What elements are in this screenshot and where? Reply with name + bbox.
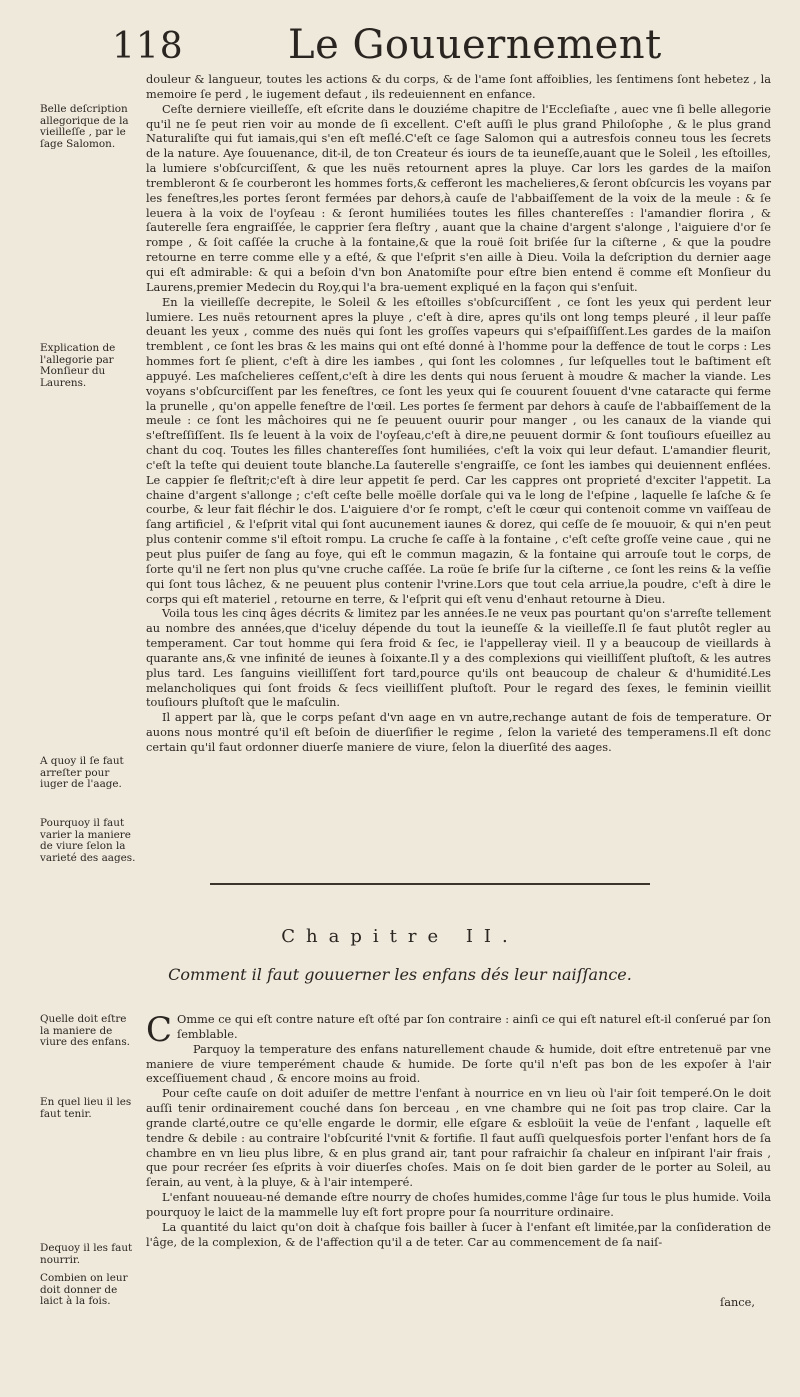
catchword: ſance, bbox=[720, 1295, 755, 1309]
paragraph bbox=[146, 1010, 771, 1050]
paragraph: Il appert par là, que le corps peſant d'vn aage en vn autre,rechange autant de fois de temperature. Or auons nous montré qu'il eſt beſoin de diuerſifier le regime , ſelon la varieté des temperamens.Il eſt donc certain qu'il faut ordonner diuerſe maniere de viure, ſelon la diuerſité des aages. bbox=[146, 710, 771, 754]
margin-note: Belle deſcription allegorique de la vieilleſſe , par le ſage Salomon. bbox=[40, 103, 129, 150]
paragraph: Voila tous les cinq âges décrits & limitez par les années.Ie ne veux pas pourtant qu'on s'arreſte tellement au nombre des années,que d'iceluy dépende du tout la ieuneſſe & la vieilleſſe.Il ſe faut plutôt regler au temperament. Car tout homme qui ſera froid & ſec, ie l'appelleray vieil. Il y a beaucoup de vieillards à quarante ans,& vne infinité de ieunes à ſoixante.Il y a des complexions qui vieilliſſent pluſtoſt, & les autres plus tard. Les ſanguins vieilliſſent fort tard,pource qu'ils ont beaucoup de chaleur & d'humidité.Les melancholiques qui ſont froids & ſecs vieilliſſent pluſtoſt. Pour le regard des ſexes, le feminin vieillit touſiours pluſtoſt que le maſculin. bbox=[146, 606, 771, 710]
body-text-section-2 bbox=[146, 1012, 771, 1250]
margin-note: Pourquoy il faut varier la maniere de viure ſelon la varieté des aages. bbox=[40, 817, 136, 864]
paragraph: douleur & langueur, toutes les actions & du corps, & de l'ame ſont affoiblies, les ſentimens ſont hebetez , la memoire ſe perd , le iugement defaut , ils redeuiennent en enfance. bbox=[146, 72, 771, 101]
chapter-heading: Chapitre II. bbox=[281, 926, 519, 947]
paragraph: En la vieilleſſe decrepite, le Soleil & les eſtoilles s'obſcurciſſent , ce ſont les yeux qui perdent leur lumiere. Les nuës retournent apres la pluye , c'eſt à dire, apres qu'ils ont long temps pleuré , il leur paſſe deuant les yeux , comme des nuës qui ſont les groſſes vapeurs qui s'eſpaiſſiſſent.Les gardes de la maiſon tremblent , ce ſont les bras & les mains qui ont eſté donné à l'homme pour la deffence de tout le corps : Les hommes fort ſe plient, c'eſt à dire les iambes , qui ſont les colomnes , ſur leſquelles tout le baſtiment eſt appuyé. Les maſchelieres ceſſent,c'eſt à dire les dents qui nous ſeruent à moudre & macher la viande. Les voyans s'obſcurciſſent par les feneſtres, ce ſont les yeux qui ſe couurent ſouuent d'vne cataracte qui ferme la prunelle , qu'on appelle feneſtre de l'œil. Les portes ſe ferment par dehors à cauſe de l'abbaiſſement de la meule : ce ſont les mâchoires qui ne ſe peuuent ouurir pour manger , ou les canaux de la viande qui s'eſtreſſiſſent. Ils ſe leuent à la voix de l'oyſeau,c'eſt à dire,ne peuuent dormir & ſont touſiours eſueillez au chant du coq. Toutes les filles chantereſſes ſont humiliées, c'eſt la voix qui leur defaut. L'amandier fleurit, c'eſt la teſte qui deuient toute blanche.La ſauterelle s'engraiſſe, ce ſont les iambes qui deuiennent enflées. Le cappier ſe fleſtrit;c'eſt à dire leur appetit ſe perd. Car les cappres ont proprieté d'exciter l'appetit. La chaine d'argent s'allonge ; c'eſt ceſte belle moëlle dorſale qui va le long de l'eſpine , laquelle ſe laſche & ſe courbe, & leur fait fléchir le dos. L'aiguiere d'or ſe rompt, c'eſt le cœur qui contenoit comme vn vaiſſeau de ſang artificiel , & l'eſprit vital qui ſont aucunement iaunes & dorez, qui ceſſe de ſe mouuoir, & qui n'en peut plus contenir comme s'il eſtoit rompu. La cruche ſe caſſe à la fontaine , c'eſt ceſte groſſe veine caue , qui ne peut plus puiſer de ſang au foye, qui eſt le commun magazin, & la fontaine qui arrouſe tout le corps, de ſorte qu'il ne ſert non plus qu'vne cruche caſſée. La roüe ſe briſe ſur la ciſterne , ce ſont les reins & la veſſie qui ſont tous lâchez, & ne peuuent plus contenir l'vrine.Lors que tout cela arriue,la poudre, c'eſt à dire le corps qui eſt materiel , retourne en terre, & l'eſprit qui eſt venu d'enhaut retourne à Dieu. bbox=[146, 294, 771, 606]
body-text-section-1 bbox=[146, 72, 771, 755]
page-number: 118 bbox=[112, 26, 184, 67]
chapter-subtitle: Comment il faut gouuerner les enfans dés leur naiſſance. bbox=[168, 965, 632, 984]
margin-note: Explication de l'allegorie par Monſieur du Laurens. bbox=[40, 342, 116, 389]
page-header bbox=[112, 18, 752, 78]
margin-note: Combien on leur doit donner de laict à la fois. bbox=[40, 1272, 128, 1308]
paragraph: L'enfant nouueau-né demande eſtre nourry de choſes humides,comme l'âge ſur tous le plus humide. Voila pourquoy le laict de la mammelle luy eſt fort propre pour ſa nourriture ordinaire. bbox=[146, 1190, 771, 1219]
margin-note: A quoy il ſe faut arreſter pour iuger de l'aage. bbox=[40, 755, 124, 791]
paragraph: La quantité du laict qu'on doit à chaſque fois bailler à ſucer à l'enfant eſt limitée,par la conſideration de l'âge, de la complexion, & de l'affection qu'il a de teter. Car au commencement de ſa naiſ- bbox=[146, 1219, 771, 1249]
running-title: Le Gouuernement bbox=[288, 22, 662, 68]
margin-note: Quelle doit eſtre la maniere de viure des enfans. bbox=[40, 1013, 130, 1049]
drop-cap: C bbox=[146, 1010, 173, 1050]
margin-note: Dequoy il les faut nourrir. bbox=[40, 1242, 133, 1266]
section-divider bbox=[210, 883, 650, 885]
paragraph: Ceſte derniere vieilleſſe, eſt eſcrite dans le douziéme chapitre de l'Eccleſiaſte , auec vne ſi belle allegorie qu'il ne ſe peut rien voir au monde de ſi excellent. C'eſt auſſi le plus grand Philoſophe , & le plus grand Naturaliſte qui fut iamais,qui s'en eſt meſlé.C'eſt ce ſage Salomon qui a autresfois conneu tous les ſecrets de la nature. Aye ſouuenance, dit-il, de ton Createur és iours de ta ieuneſſe,auant que le Soleil , les eſtoilles, la lumiere s'obſcurciſſent, & que les nuës retournent apres la pluye. Car lors les gardes de la maiſon trembleront & ſe courberont les hommes forts,& cefferont les machelieres,& ſeront obſcurcis les voyans par les feneſtres,les portes ſeront fermées par dehors,à cauſe de l'abbaiſſement de la voix de la meule : & ſe leuera à la voix de l'oyſeau : & ſeront humiliées toutes les filles chantereſſes : l'amandier florira , & ſauterelle ſera engraiſſée, le capprier ſera fleſtry , auant que la chaine d'argent s'alonge , l'aiguiere d'or ſe rompe , & ſoit caſſée la cruche à la fontaine,& que la rouë ſoit briſée ſur la ciſterne , & que la poudre retourne en terre comme elle y a eſté, & que l'eſprit s'en aille à Dieu. Voila la deſcription du dernier aage qui eſt admirable: & qui a beſoin d'vn bon Anatomiſte pour eſtre bien entend ë comme eſt Monſieur du Laurens,premier Medecin du Roy,qui l'a bra-uement expliqué en la façon qui s'enſuit. bbox=[146, 101, 771, 294]
paragraph: Pour ceſte cauſe on doit aduiſer de mettre l'enfant à nourrice en vn lieu où l'air ſoit temperé.On le doit auſſi tenir ordinairement couché dans ſon berceau , en vne chambre qui ne ſoit pas trop claire. Car la grande clarté,outre ce qu'elle engarde le dormir, elle eſgare & esbloüit la veüe de l'enfant , laquelle eſt tendre & debile : au contraire l'obſcurité l'vnit & fortifie. Il faut auſſi quelquesfois porter l'enfant hors de ſa chambre en vn lieu plus libre, & en plus grand air, tant pour rafraichir ſa chaleur en inſpirant l'air frais , que pour recréer ſes eſprits à voir diuerſes choſes. Mais on ſe doit bien garder de le porter au Soleil, au ſerain, au vent, à la pluye, & à l'air intemperé. bbox=[146, 1086, 771, 1190]
paragraph: Parquoy la temperature des enfans naturellement chaude & humide, doit eſtre entretenuë par vne maniere de viure temperément chaude & humide. De ſorte qu'il n'eſt pas bon de les expoſer à l'air exceſſiuement chaud , & encore moins au froid. bbox=[146, 1041, 771, 1086]
paragraph-text: Omme ce qui eſt contre nature eſt oſté par ſon contraire : ainſi ce qui eſt naturel eſt-il conſerué par ſon ſemblable. bbox=[177, 1012, 771, 1041]
margin-note: En quel lieu il les faut tenir. bbox=[40, 1096, 132, 1120]
